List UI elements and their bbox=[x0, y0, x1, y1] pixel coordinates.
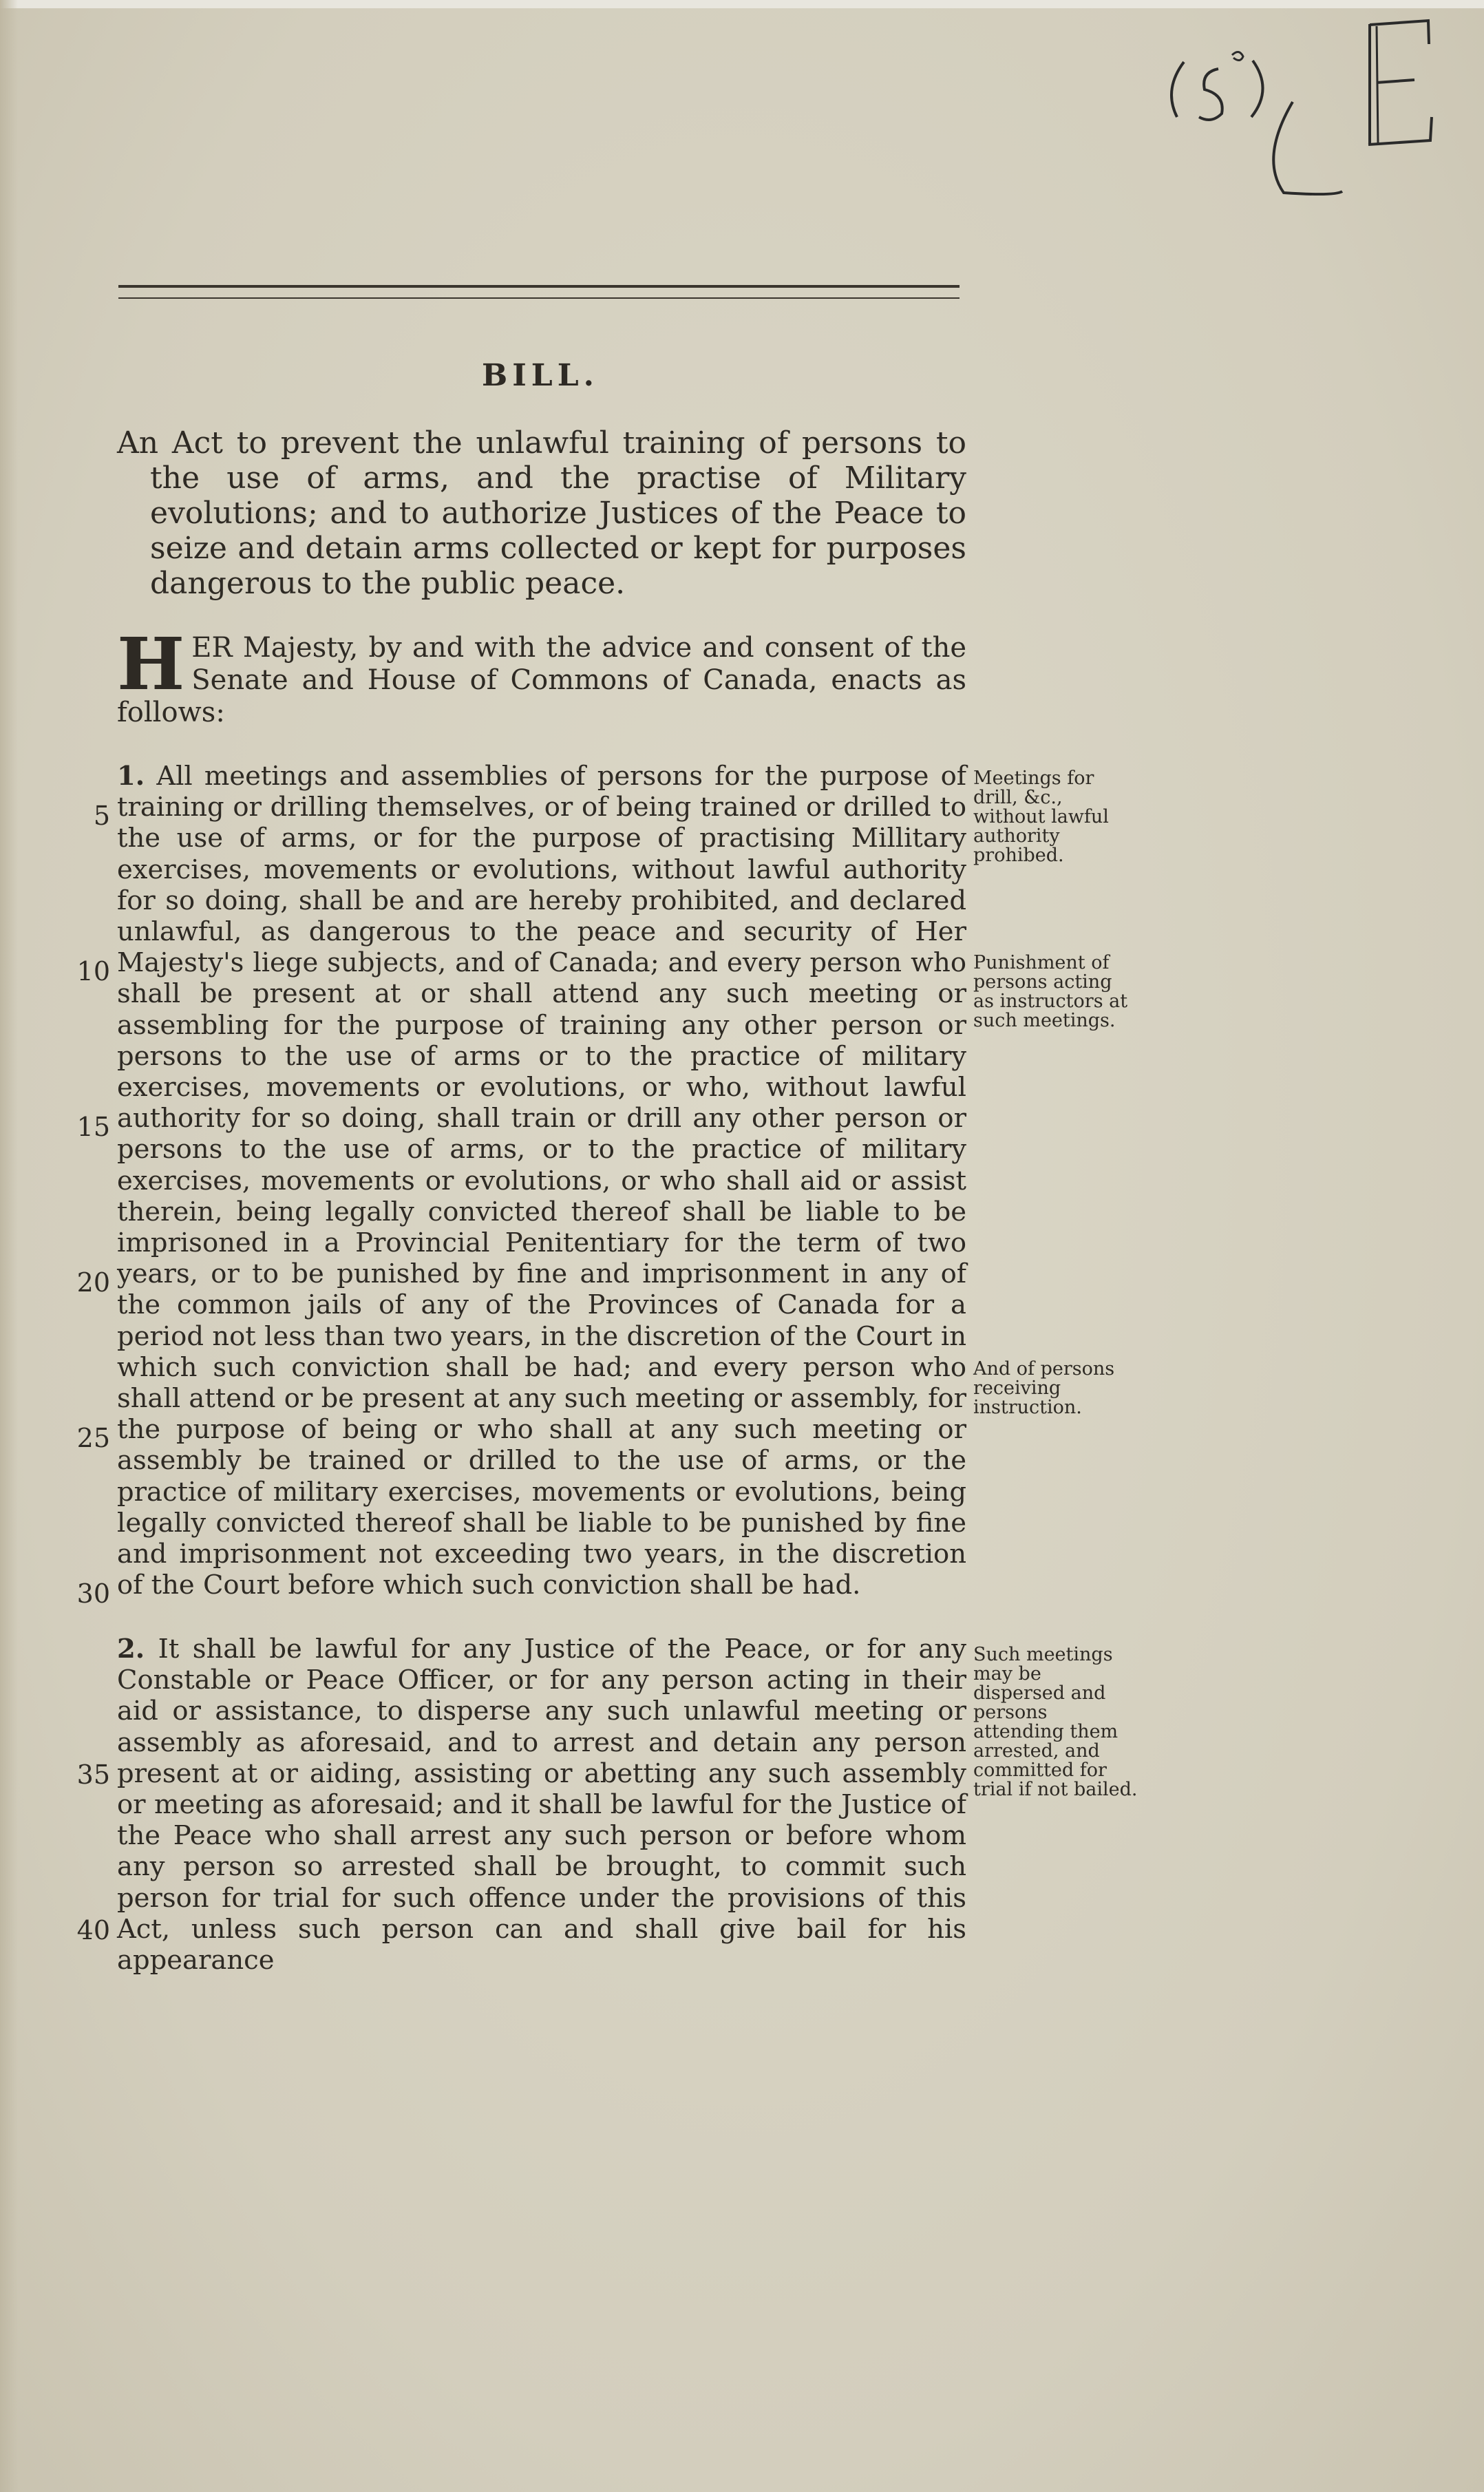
double-rule-divider bbox=[118, 285, 960, 299]
handwritten-archive-mark bbox=[1136, 14, 1445, 207]
scan-top-edge bbox=[0, 0, 1484, 8]
preamble bbox=[117, 622, 966, 729]
line-number: 40 bbox=[76, 1915, 110, 1945]
line-number: 10 bbox=[76, 956, 110, 986]
section-1 bbox=[117, 761, 966, 1601]
sidenote-punishment-instructors: Punishment of persons acting as instructors at such meetings. bbox=[973, 952, 1128, 1031]
section-2-text: It shall be lawful for any Justice of the Peace, or for any Constable or Peace Officer, or for any person acting in their aid or assistance, to disperse any such unlawful meeting or assembly as aforesaid, and to arrest and detain any person present at or aiding, assisting or abetting any such assembly or meeting as aforesaid; and it shall be lawful for the Justice of the Peace who shall arrest any such person or before whom any person so arrested shall be brought, to commit such person for trial for such offence under the provisions of this Act, unless such person can and shall give bail for his appearance bbox=[117, 1634, 966, 1976]
section-2 bbox=[117, 1634, 966, 1976]
scan-left-edge bbox=[0, 0, 18, 2492]
line-number: 35 bbox=[76, 1760, 110, 1790]
sidenote-meetings-prohibited: Meetings for drill, &c., without lawful authority prohibed. bbox=[973, 768, 1109, 866]
section-1-text: All meetings and assemblies of persons for the purpose of training or drilling themselves, or of being trained or drilled to the use of arms, or for the purpose of practising Millitary exercises, movements or evolutions, without lawful authority for so doing, shall be and are hereby prohibited, and declared unlawful, as dangerous to the peace and security of Her Majesty's liege subjects, and of Canada; and every person who shall be present at or shall attend any such meeting or assembling for the purpose of training any other person or persons to the use of arms or to the practice of military exercises, movements or evolutions, or who, without lawful authority for so doing, shall train or drill any other person or persons to the use of arms, or to the practice of military exercises, movements or evolutions, or who shall aid or assist therein, being legally convicted thereof shall be liable to be imprisoned in a Provincial Penitentiary for the term of two years, or to be punished by fine and imprisonment in any of the common jails of any of the Provinces of Canada for a period not less than two years, in the discretion of the Court in which such conviction shall be had; and every person who shall attend or be present at any such meeting or assembly, for the purpose of being or who shall at any such meeting or assembly be trained or drilled to the use of arms, or the practice of military exercises, movements or evolutions, being legally convicted thereof shall be liable to be punished by fine and imprisonment not exceeding two years, in the discretion of the Court before which such conviction shall be had. bbox=[117, 761, 966, 1601]
line-number: 30 bbox=[76, 1578, 110, 1609]
line-number: 20 bbox=[76, 1267, 110, 1298]
act-title: An Act to prevent the unlawful training of persons to the use of arms, and the practise of Military evolutions; and to authorize Justices of the Peace to seize and detain arms collected or kept for purposes dangerous to the public peace. bbox=[117, 425, 966, 601]
line-number: 25 bbox=[76, 1423, 110, 1453]
bill-heading: BILL. bbox=[482, 358, 599, 393]
line-numbers bbox=[55, 0, 110, 2492]
section-2-number: 2. bbox=[117, 1634, 145, 1665]
drop-cap: H bbox=[117, 622, 185, 706]
preamble-text: ER Majesty, by and with the advice and consent of the Senate and House of Commons of Canada, enacts as follows: bbox=[117, 632, 966, 728]
sidenote-meetings-dispersed: Such meetings may be dispersed and persons attending them arrested, and committed for trial if not bailed. bbox=[973, 1644, 1138, 1800]
section-1-number: 1. bbox=[117, 761, 145, 792]
line-number: 15 bbox=[76, 1112, 110, 1142]
line-number: 5 bbox=[93, 801, 110, 831]
sidenote-persons-receiving: And of persons receiving instruction. bbox=[973, 1358, 1115, 1418]
